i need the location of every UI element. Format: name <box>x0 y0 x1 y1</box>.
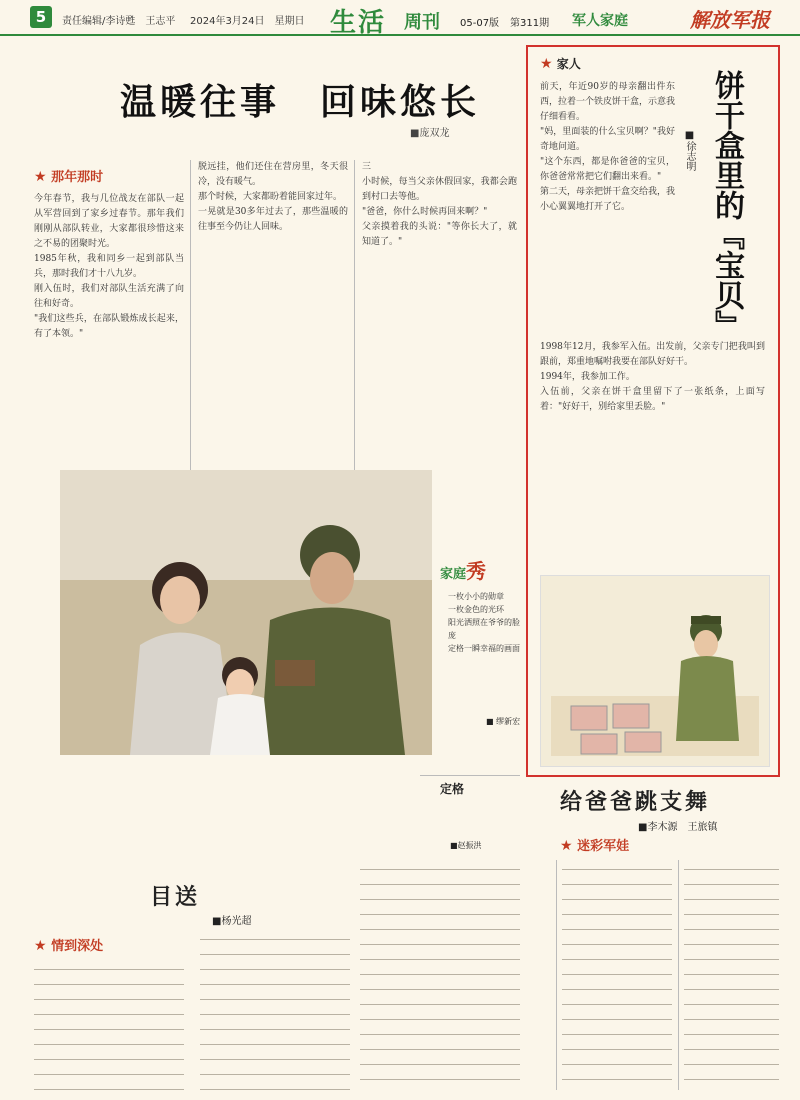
subheadline-mu-song-author: ■杨光超 <box>212 916 252 927</box>
column-header-label: 那年那时 <box>51 170 104 185</box>
article-body-dance-a <box>562 860 672 1090</box>
column-divider <box>678 860 679 1090</box>
column-name: 军人家庭 <box>572 13 628 29</box>
column-header-label: 家庭 <box>440 567 467 582</box>
feature-author: ■徐志明 <box>684 130 695 171</box>
article-body-middle: 脱远挂，他们还住在营房里，冬天很冷，没有暖气。 那个时候，大家都盼着能回家过年。 一晃就是30多年过去了，那些温暖的往事至今仍让人回味。 <box>198 162 348 232</box>
poem-author: ■赵振洪 <box>450 841 482 850</box>
column-divider <box>190 160 191 470</box>
feature-section-label <box>540 55 581 72</box>
article-body-right: 三 小时候，每当父亲休假回家，我都会跑到村口去等他。 "爸爸，你什么时候再回来啊？" 父亲摸着我的头说："等你长大了，就知道了。" <box>362 162 517 247</box>
page-range: 05-07版 <box>460 18 500 29</box>
issue-number: 第311期 <box>510 18 550 29</box>
column-header-nianshi <box>34 166 103 185</box>
article-body-dance-b <box>684 860 779 1090</box>
article-body-mu-song-a <box>200 930 350 1090</box>
star-icon: ★ <box>34 938 47 954</box>
column-header-qingzhi <box>34 935 103 954</box>
article-body-qingzhi <box>34 960 184 1090</box>
poem-box <box>420 775 520 866</box>
article-body-mu-song-b <box>360 860 520 1090</box>
column-header-accent: 秀 <box>466 559 487 583</box>
editors-line: 责任编辑/李诗甦 王志平 <box>62 16 176 27</box>
feature-body-col2: 1998年12月，我参军入伍。出发前，父亲专门把我叫到跟前，郑重地嘱咐我要在部队好好干。 1994年，我参加工作。 入伍前，父亲在饼干盒里留下了一张纸条，上面写着："好好干，别给家里丢脸。" <box>540 342 765 412</box>
poem-byline: ■ 缪新宏 <box>486 717 521 726</box>
page-number: 5 <box>30 6 52 28</box>
soldier-illustration <box>541 576 769 766</box>
feature-title: 饼干盒里的『宝贝』 <box>709 70 744 340</box>
subheadline-mu-song: 目送 <box>150 884 201 910</box>
feature-body-col1: 前天，年近90岁的母亲翻出件东西，拉着一个铁皮饼干盒，示意我仔细看看。 "妈，里面装的什么宝贝啊？"我好奇地问道。 "这个东西，都是你爸爸的宝贝，你爸爸常常把它们翻出来看。" 第二天，母亲把饼干盒交给我，我小心翼翼地打开了它。 <box>540 82 675 212</box>
star-icon: ★ <box>34 169 47 185</box>
poem-text: 一枚小小的勋章 一枚金色的光环 阳光洒照在爷爷的脸庞 定格一瞬幸福的画面 <box>448 592 520 653</box>
family-photo-image <box>60 470 432 755</box>
feature-section-text: 家人 <box>556 57 581 71</box>
section-title: 生活 <box>330 8 387 38</box>
section-subtitle: 周刊 <box>404 12 440 33</box>
family-photo <box>60 470 432 755</box>
star-icon: ★ <box>540 56 553 72</box>
issue-date: 2024年3月24日 星期日 <box>190 16 305 27</box>
poem-title: 定格 <box>440 782 465 796</box>
column-divider <box>556 860 557 1090</box>
subheadline-dance: 给爸爸跳支舞 <box>560 789 711 815</box>
star-icon: ★ <box>560 838 573 854</box>
column-header-jiating <box>440 555 486 584</box>
newspaper-logo: 解放军报 <box>690 8 770 32</box>
article-body-left: 今年春节，我与几位战友在部队一起从军营回到了家乡过春节。那年我们刚刚从部队转业，大家都很珍惜这来之不易的团聚时光。 1985年秋，我和同乡一起到部队当兵，那时我们才十八九岁。 刚入伍时，我们对部队生活充满了向往和好奇。 "我们这些兵，在部队锻炼成长起来，有了本领。" <box>34 194 184 339</box>
main-headline: 温暖往事 回味悠长 <box>120 81 481 123</box>
column-header-label: 迷彩军娃 <box>577 839 630 854</box>
headline-author: ■庞双龙 <box>410 128 450 139</box>
subheadline-dance-author: ■李木源 王旅镇 <box>638 822 718 833</box>
column-header-mimi <box>560 835 629 854</box>
feature-illustration <box>540 575 770 767</box>
column-divider <box>354 160 355 470</box>
column-header-label: 情到深处 <box>51 939 104 954</box>
